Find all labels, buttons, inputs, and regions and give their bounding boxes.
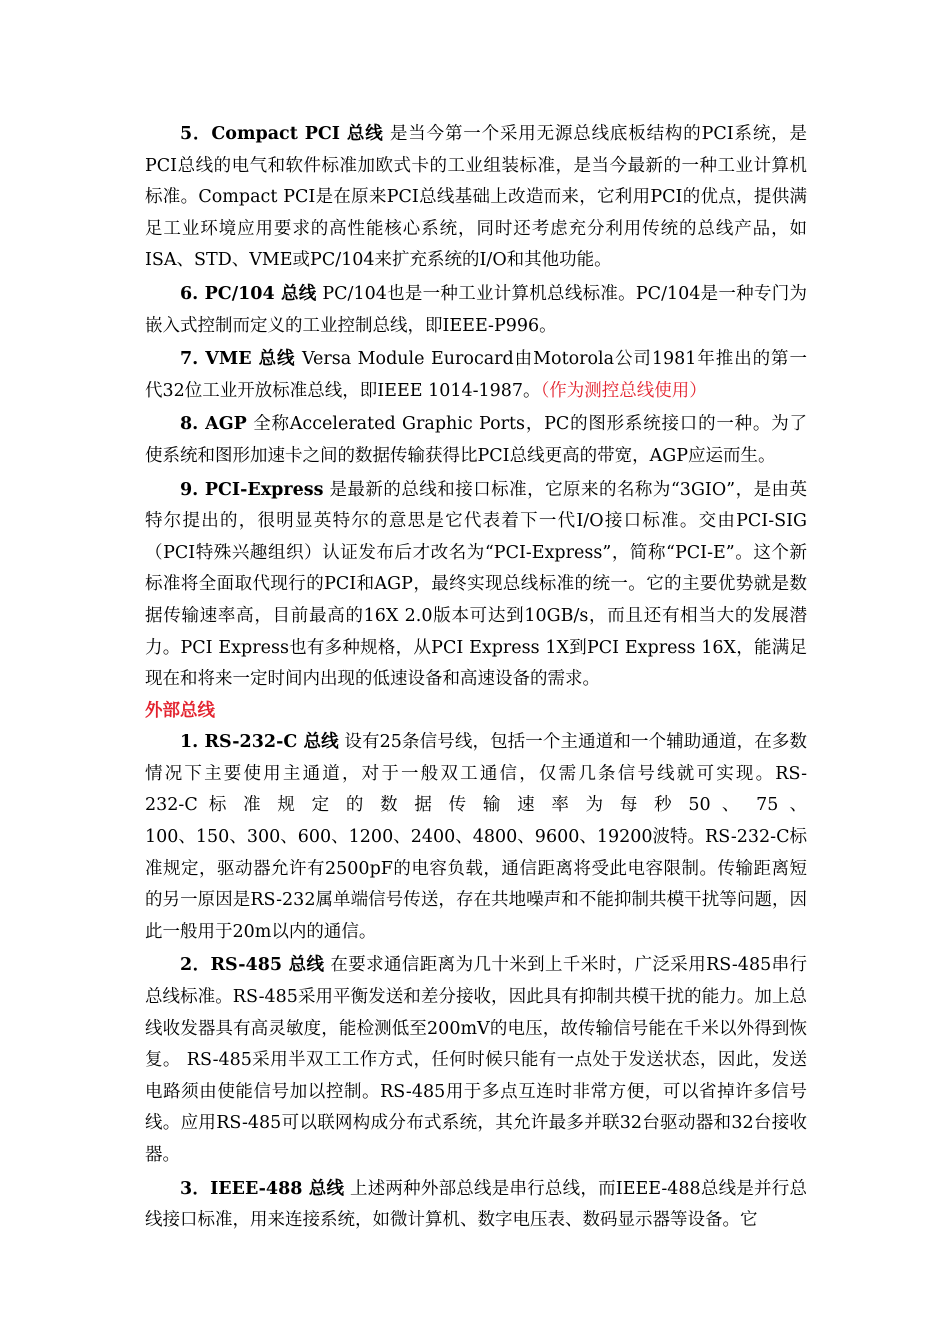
paragraph-lead: 3．IEEE-488 总线 [180, 1178, 345, 1199]
paragraph-ieee488 [145, 1174, 807, 1237]
paragraph-body: 在要求通信距离为几十米到上千米时，广泛采用RS-485串行总线标准。RS-485采用平衡发送和差分接收，因此具有抑制共模干扰的能力。加上总线收发器具有高灵敏度，能检测低至200mV的电压，故传输信号能在千米以外得到恢复。 RS-485采用半双工工作方式，任何时候只能有一点处于发送状态，因此，发送电路须由使能信号加以控制。RS-485用于多点互连时非常方便，可以省掉许多信号线。应用RS-485可以联网构成分布式系统，其允许最多并联32台驱动器和32台接收器。 [145, 955, 807, 1165]
paragraph-body: 是当今第一个采用无源总线底板结构的PCI系统，是PCI总线的电气和软件标准加欧式卡的工业组装标准，是当今最新的一种工业计算机标准。Compact PCI是在原来PCI总线基础上改造而来，它利用PCI的优点，提供满足工业环境应用要求的高性能核心系统，同时还考虑充分利用传统的总线产品，如ISA、STD、VME或PC/104来扩充系统的I/O和其他功能。 [145, 124, 807, 271]
paragraph-body: Versa Module Eurocard由Motorola公司1981年推出的第一代32位工业开放标准总线，即IEEE 1014-1987。 [145, 349, 807, 401]
paragraph-compact-pci [145, 119, 807, 277]
paragraph-rs485 [145, 950, 807, 1171]
paragraph-lead: 5．Compact PCI 总线 [180, 124, 384, 144]
paragraph-lead: 2．RS-485 总线 [180, 955, 325, 976]
paragraph-text: 设有25条信号线，包括一个主通道和一个辅助通道，在多数情况下主要使用主通道，对于一般双工通信，仅需几条信号线就可实现。RS- [145, 732, 807, 784]
paragraph-body: 全称Accelerated Graphic Ports，PC的图形系统接口的一种。为了使系统和图形加速卡之间的数据传输获得比PCI总线更高的带宽，AGP应运而生。 [145, 414, 808, 466]
paragraph-pci-express [145, 475, 807, 696]
paragraph-lead: 6. PC/104 总线 [180, 283, 317, 304]
document-page [145, 119, 807, 1237]
section-heading: 外部总线 [145, 700, 215, 721]
paragraph-body: PC/104也是一种工业计算机总线标准。PC/104是一种专门为嵌入式控制而定义的工业控制总线，即IEEE-P996。 [145, 283, 807, 336]
paragraph-lead: 1. RS-232-C 总线 [180, 732, 339, 753]
paragraph-agp [145, 409, 807, 472]
paragraph-note: （作为测控总线使用） [540, 380, 707, 401]
paragraph-body: 上述两种外部总线是串行总线，而IEEE-488总线是并行总线接口标准，用来连接系统，如微计算机、数字电压表、数码显示器等设备。它 [145, 1178, 807, 1231]
paragraph-lead: 9. PCI-Express [180, 479, 324, 500]
paragraph-pc104 [145, 279, 807, 342]
paragraph-body-part-b: 232-C 标 准 规 定 的 数 据 传 输 速 率 为 每 秒 50 、 75 、 [145, 795, 807, 816]
paragraph-body-part-a [145, 727, 807, 790]
paragraph-body: 是最新的总线和接口标准，它原来的名称为“3GIO”，是由英特尔提出的，很明显英特尔的意思是它代表着下一代I/O接口标准。交由PCI-SIG（PCI特殊兴趣组织）认证发布后才改名为“PCI-Express”，简称“PCI-E”。这个新标准将全面取代现行的PCI和AGP，最终实现总线标准的统一。它的主要优势就是数据传输速率高，目前最高的16X 2.0版本可达到10GB/s，而且还有相当大的发展潜力。PCI Express也有多种规格，从PCI Express 1X到PCI Express 16X，能满足现在和将来一定时间内出现的低速设备和高速设备的需求。 [145, 479, 807, 690]
paragraph-lead: 8. AGP [180, 414, 247, 435]
paragraph-body-part-c: 100、150、300、600、1200、2400、4800、9600、19200波特。RS-232-C标准规定，驱动器允许有2500pF的电容负载，通信距离将受此电容限制。传输距离短的另一原因是RS-232属单端信号传送，存在共地噪声和不能抑制共模干扰等问题，因此一般用于20m以内的通信。 [145, 827, 807, 942]
paragraph-rs232 [145, 727, 807, 948]
paragraph-lead: 7. VME 总线 [180, 349, 296, 370]
paragraph-vme [145, 344, 807, 407]
